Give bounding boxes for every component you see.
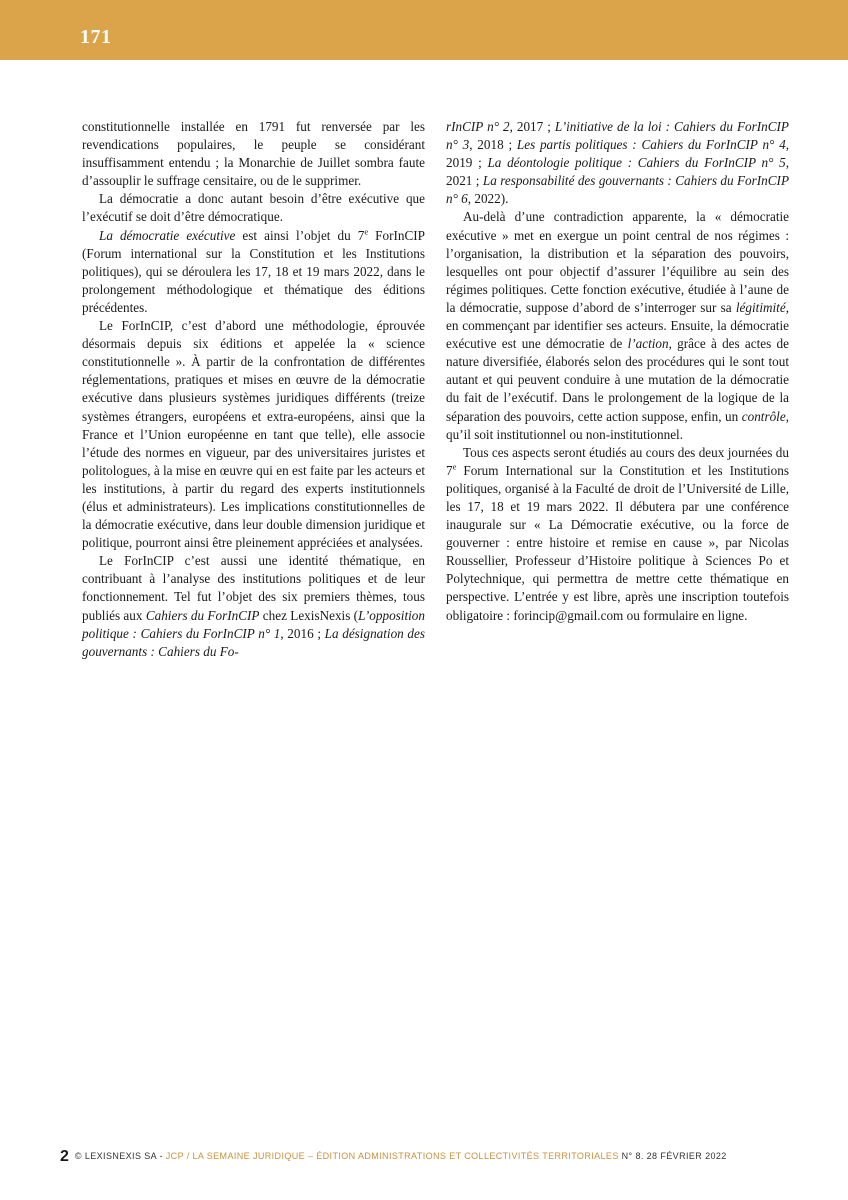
superscript: e bbox=[364, 226, 369, 237]
italic-text: rInCIP n° 2 bbox=[446, 119, 510, 134]
page-number: 171 bbox=[80, 26, 112, 48]
italic-text: l’action bbox=[627, 336, 669, 352]
text-run: , 2019 ; bbox=[446, 137, 789, 171]
italic-text: Cahiers du ForInCIP bbox=[145, 607, 260, 623]
text-run: , 2017 ; bbox=[509, 119, 555, 134]
italic-text: La responsabilité des gouvernants : Cahiers du ForInCIP n° 6 bbox=[446, 173, 789, 207]
text-run: , en commençant par identifier ses acteurs. Ensuite, la démocratie exécutive est une démocratie de bbox=[446, 299, 789, 352]
paragraph bbox=[446, 118, 789, 208]
italic-text: L’opposition politique : Cahiers du ForInCIP n° 1 bbox=[82, 607, 425, 641]
text-run: , qu’il soit institutionnel ou non-institutionnel. bbox=[446, 408, 789, 442]
italic-text: La désignation des gouvernants : Cahiers du Fo- bbox=[82, 625, 426, 659]
header-band bbox=[0, 0, 848, 60]
superscript: e bbox=[452, 461, 457, 472]
issue-info: N° 8. 28 FÉVRIER 2022 bbox=[618, 1151, 727, 1161]
text-run: , 2021 ; bbox=[446, 155, 789, 189]
text-run: Le ForInCIP c’est aussi une identité thématique, en contribuant à l’analyse des institutions politiques et de leur fonctionnement. Tel fut l’objet des six premiers thèmes, tous publiés aux bbox=[82, 553, 425, 623]
paragraph: constitutionnelle installée en 1791 fut renversée par les revendications populaires, le peuple se considérant insuffisamment entendu ; la Monarchie de Juillet sombra faute d’assouplir le suffrage censitaire, ou de le supprimer. bbox=[82, 119, 425, 189]
paragraph: Le ForInCIP, c’est d’abord une méthodologie, éprouvée désormais depuis six éditions et appelée la « science constitutionnelle ». À partir de la confrontation de différentes réglementations, pratiques et mises en œuvre de la démocratie exécutive dans plusieurs systèmes juridiques différents (treize systèmes étrangers, européens et extra-européens, ainsi que la France et l’Union européenne en tant que telle), elle associe l’étude des normes en vigueur, par des universitaires juristes et politologues, à la mise en œuvre qui en est faite par les acteurs et les institutions, à partir du regard des experts institutionnels (élus et administrateurs). Les implications constitutionnelles de la démocratie exécutive, dans leur double dimension juridique et politique, pourront ainsi être pleinement appréciées et analysées. bbox=[82, 318, 425, 551]
footer-page-number: 2 bbox=[60, 1148, 69, 1165]
italic-text: légitimité bbox=[735, 299, 786, 315]
text-run: est ainsi l’objet du 7 bbox=[235, 227, 365, 243]
italic-text: L’initiative de la loi : Cahiers du ForInCIP n° 3 bbox=[446, 119, 789, 153]
italic-text: Les partis politiques : Cahiers du ForInCIP n° 4 bbox=[516, 137, 786, 153]
paragraph bbox=[446, 444, 789, 625]
text-run: , 2022). bbox=[467, 191, 509, 207]
text-run: , 2018 ; bbox=[469, 137, 517, 153]
copyright-text: © LEXISNEXIS SA - bbox=[74, 1151, 166, 1161]
paragraph bbox=[82, 227, 425, 317]
italic-text: contrôle bbox=[741, 408, 786, 424]
text-run: ForInCIP (Forum international sur la Constitution et les Institutions politiques), qui se déroulera les 17, 18 et 19 mars 2022, dans le prolongement méthodologique et thématique des éditions précédentes. bbox=[82, 227, 426, 315]
text-run: Forum International sur la Constitution et les Institutions politiques, organisé à la Faculté de droit de l’Université de Lille, les 17, 18 et 19 mars 2022. Il débutera par une conférence inaugurale sur « La Démocratie exécutive, ou la force de gouverner : entre histoire et remise en cause », par Nicolas Roussellier, Professeur d’Histoire politique à Sciences Po et Polytechnique, qui permettra de mettre cette thématique en perspective. L’entrée y est libre, après une inscription toutefois obligatoire : forincip@gmail.com ou formulaire en ligne. bbox=[446, 462, 789, 623]
page-footer bbox=[60, 1148, 820, 1166]
paragraph bbox=[82, 552, 425, 661]
text-run: , 2016 ; bbox=[280, 625, 325, 641]
italic-text: La démocratie exécutive bbox=[99, 227, 236, 243]
left-column bbox=[82, 118, 425, 661]
paragraph bbox=[446, 208, 789, 443]
italic-text: La déontologie politique : Cahiers du ForInCIP n° 5 bbox=[487, 155, 786, 171]
text-run: Au-delà d’une contradiction apparente, la « démocratie exécutive » met en exergue un point central de nos régimes : l’organisation, la distribution et la séparation des pouvoirs, lesquelles ont pour objectif d’assurer l’équilibre au sein des régimes politiques. Cette fonction exécutive, étudiée à l’aune de la démocratie, suppose d’abord de s’interroger sur sa bbox=[446, 209, 789, 315]
paragraph: La démocratie a donc autant besoin d’être exécutive que l’exécutif se doit d’être démocratique. bbox=[82, 191, 425, 225]
publication-title: JCP / LA SEMAINE JURIDIQUE – ÉDITION ADMINISTRATIONS ET COLLECTIVITÉS TERRITORIALES bbox=[165, 1151, 619, 1161]
text-run: Tous ces aspects seront étudiés au cours des deux journées du 7 bbox=[446, 444, 789, 478]
text-run: chez LexisNexis ( bbox=[259, 607, 359, 623]
text-run: , grâce à des actes de nature diversifiée, élaborés selon des procédures qui le sont tout autant et qui peuvent conduire à une mutation de la démocratie du fait de l’exécutif. Dans le prolongement de la logique de la séparation des pouvoirs, cette action suppose, enfin, un bbox=[446, 336, 789, 424]
right-column bbox=[446, 118, 789, 625]
